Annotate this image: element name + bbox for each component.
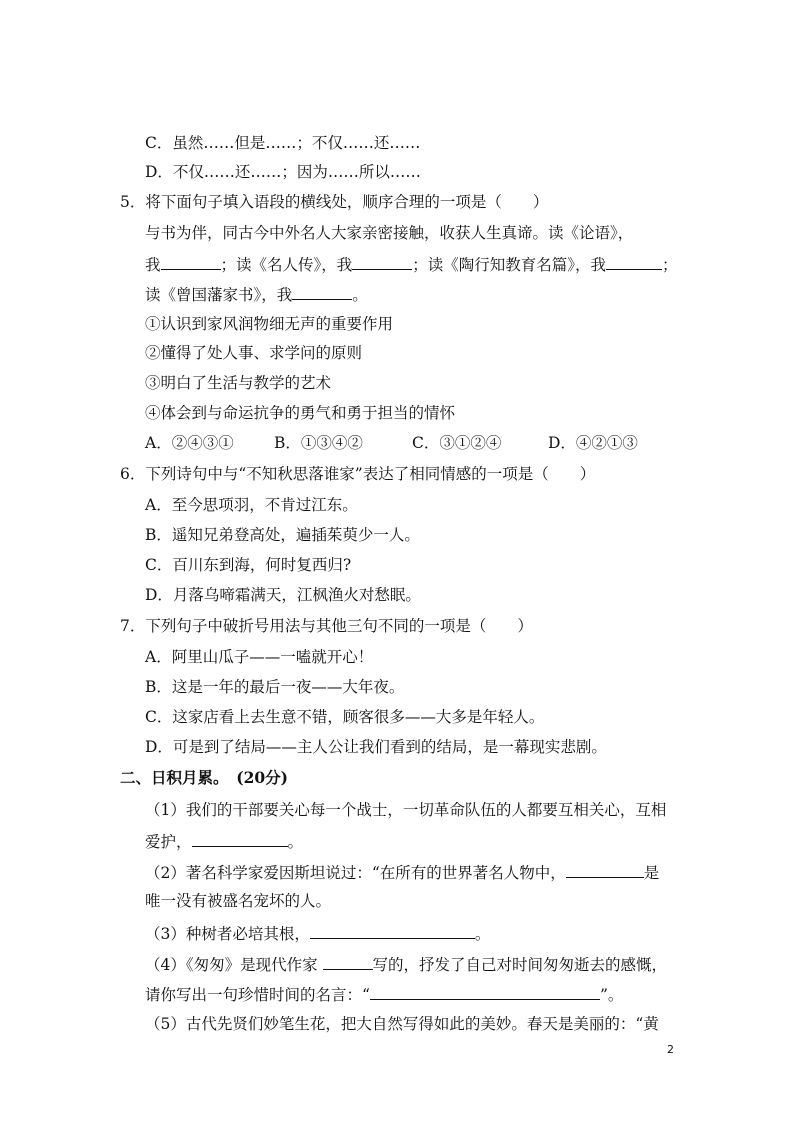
item-5-line1: （5）古代先贤们妙笔生花，把大自然写得如此的美妙。春天是美丽的：“黄 — [145, 1015, 659, 1033]
q7-option-a[interactable]: A．阿里山瓜子——一嗑就开心！ — [145, 648, 374, 666]
item-2-text: 是 — [643, 864, 660, 882]
q5-stem: 5．将下面句子填入语段的横线处，顺序合理的一项是（ ） — [120, 193, 549, 211]
q4-option-d: D．不仅……还……；因为……所以…… — [145, 163, 421, 181]
item-1-blank[interactable] — [192, 830, 288, 847]
item-1-line2 — [145, 830, 303, 852]
q6-option-a[interactable]: A．至今思项羽，不肯过江东。 — [145, 496, 358, 514]
q4-option-c: C．虽然……但是……；不仅……还…… — [145, 134, 421, 152]
q5-sentence-2: ②懂得了处人事、求学问的原则 — [145, 344, 363, 362]
item-4-line2 — [145, 983, 623, 1005]
q5-text: ； — [662, 256, 678, 274]
item-2-blank[interactable] — [566, 861, 644, 878]
item-1-line1: （1）我们的干部要关心每一个战士，一切革命队伍的人都要互相关心，互相 — [145, 801, 667, 819]
q7-stem: 7．下列句子中破折号用法与其他三句不同的一项是（ ） — [120, 617, 533, 635]
item-3-text: 。 — [474, 925, 491, 943]
q5-option-b[interactable]: B．①③④② — [274, 434, 363, 452]
item-2-line1 — [145, 861, 659, 883]
q5-text: ；读《名人传》，我 — [220, 256, 353, 274]
item-1-text: 爱护， — [145, 833, 192, 851]
q5-text: ；读《陶行知教育名篇》，我 — [412, 256, 607, 274]
item-4-blank-quote[interactable] — [370, 983, 600, 1000]
q6-stem: 6．下列诗句中与“不知秋思落谁家”表达了相同情感的一项是（ ） — [120, 465, 596, 483]
q7-option-c[interactable]: C．这家店看上去生意不错，顾客很多——大多是年轻人。 — [145, 708, 545, 726]
page-number: 2 — [667, 1043, 674, 1056]
item-2-text: （2）著名科学家爱因斯坦说过：“在所有的世界著名人物中， — [145, 864, 566, 882]
q5-sentence-3: ③明白了生活与教学的艺术 — [145, 374, 332, 392]
item-3-text: （3）种树者必培其根， — [145, 925, 310, 943]
section-2-heading: 二、日积月累。 (20分) — [120, 768, 288, 787]
q5-text: 读《曾国藩家书》，我 — [145, 286, 293, 304]
q6-option-d[interactable]: D．月落乌啼霜满天，江枫渔火对愁眠。 — [145, 586, 421, 604]
q5-sentence-4: ④体会到与命运抗争的勇气和勇于担当的情怀 — [145, 404, 456, 422]
q5-passage-line1: 与书为伴，同古今中外名人大家亲密接触，收获人生真谛。读《论语》， — [145, 224, 634, 242]
item-4-text: 请你写出一句珍惜时间的名言：“ — [145, 986, 370, 1004]
q7-option-d[interactable]: D．可是到了结局——主人公让我们看到的结局，是一幕现实悲剧。 — [145, 738, 607, 756]
item-2-line2: 唯一没有被盛名宠坏的人。 — [145, 892, 332, 910]
item-4-line1 — [145, 953, 667, 975]
q5-blank-3[interactable] — [606, 253, 662, 270]
q5-passage-line2 — [145, 253, 678, 275]
item-4-blank-author[interactable] — [323, 953, 373, 970]
q5-text: 我 — [145, 256, 161, 274]
q5-sentence-1: ①认识到家风润物细无声的重要作用 — [145, 315, 394, 333]
q5-option-a[interactable]: A．②④③① — [145, 434, 234, 452]
item-4-text: （4）《匆匆》是现代作家 — [145, 956, 323, 974]
item-3-line — [145, 922, 490, 944]
item-4-text: 写的，抒发了自己对时间匆匆逝去的感慨， — [372, 956, 668, 974]
q5-option-c[interactable]: C．③①②④ — [412, 434, 502, 452]
q5-blank-1[interactable] — [161, 253, 221, 270]
q6-option-b[interactable]: B．遥知兄弟登高处，遍插茱萸少一人。 — [145, 526, 420, 544]
q5-blank-2[interactable] — [352, 253, 412, 270]
q6-option-c[interactable]: C．百川东到海，何时复西归? — [145, 556, 352, 574]
q5-text: 。 — [352, 286, 368, 304]
q7-option-b[interactable]: B．这是一年的最后一夜——大年夜。 — [145, 678, 405, 696]
item-4-text: ”。 — [599, 986, 624, 1004]
q5-passage-line3 — [145, 283, 368, 305]
q5-blank-4[interactable] — [292, 283, 352, 300]
item-3-blank[interactable] — [310, 922, 475, 939]
q5-option-d[interactable]: D．④②①③ — [548, 434, 638, 452]
item-1-text: 。 — [287, 833, 304, 851]
